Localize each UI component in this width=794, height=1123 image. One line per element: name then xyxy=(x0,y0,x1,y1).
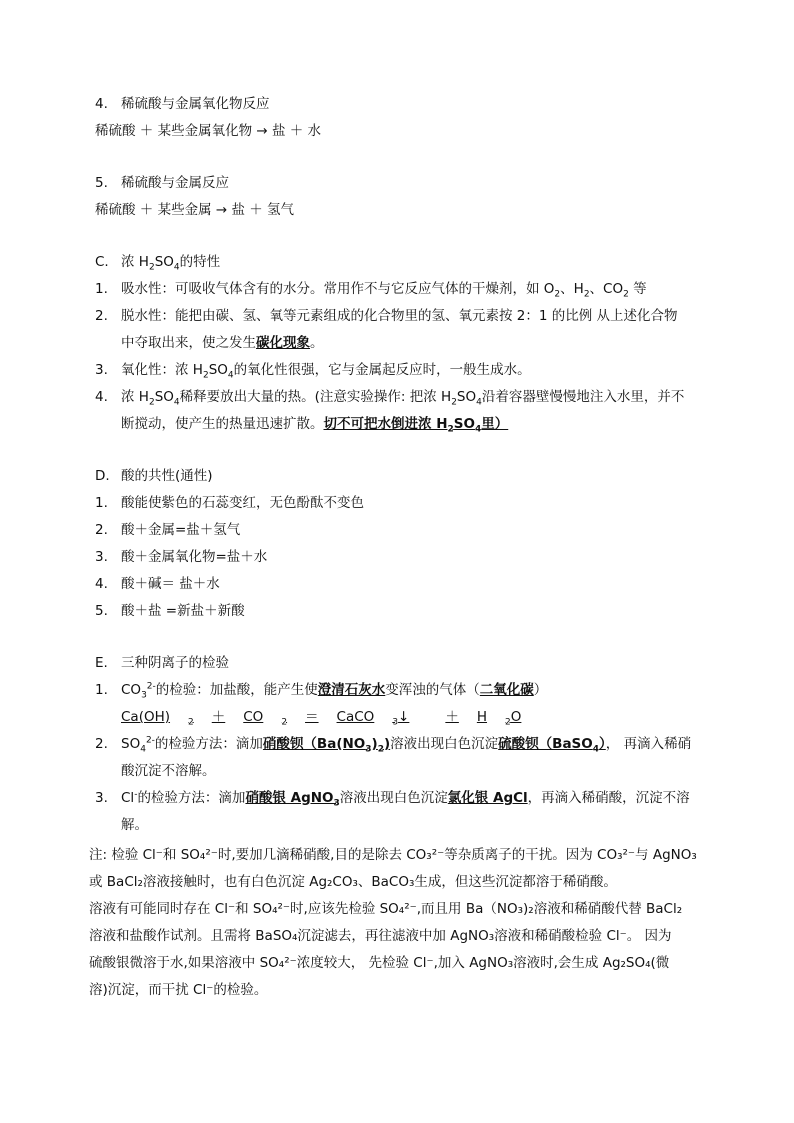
sec4-equation: 稀硫酸 ＋ 某些金属氧化物 → 盐 ＋ 水 xyxy=(95,123,322,139)
secE-item-3: 3. Cl-的检验方法：滴加硝酸银 AgNO$_3$溶液出现白色沉淀氯化银 AgCl，再滴入稀硝酸，沉淀不溶 xyxy=(95,789,690,809)
secC-title: C. 浓 $H_2SO_4$的特性 xyxy=(95,254,221,273)
secD-title: D. 酸的共性(通性) xyxy=(95,468,213,484)
secC-item-4: 4. 浓 $H_2SO_4$稀释要放出大量的热。(注意实验操作: 把浓 $H_2SO_4$沿着容器壁慢慢地注入水里，并不 xyxy=(95,389,685,408)
secC-item-3: 3. 氧化性：浓 $H_2SO_4$的氧化性很强，它与金属起反应时，一般生成水。 xyxy=(95,362,531,381)
secC-item-2: 2. 脱水性：能把由碳、氢、氧等元素组成的化合物里的氢、氧元素按 2：1 的比例 从上述化合物 xyxy=(95,308,678,324)
secE-item-2: 2. $SO_4^{2-}$的检验方法：滴加硝酸钡$(Ba(NO_3)_2)$溶液出现白色沉淀硫酸钡（BaSO$_4$）， 再滴入稀硝 xyxy=(95,735,692,755)
secD-item-2: 2. 酸＋金属=盐＋氢气 xyxy=(95,522,241,538)
note-line-3: 溶液有可能同时存在 Cl⁻和 SO₄²⁻时,应该先检验 SO₄²⁻,而且用 Ba（NO₃)₂溶液和稀硝酸代替 BaCl₂ xyxy=(89,901,683,917)
secE-item-3-cont: 解。 xyxy=(121,817,148,833)
note-line-1: 注: 检验 Cl⁻和 SO₄²⁻时,要加几滴稀硝酸,目的是除去 CO₃²⁻等杂质离子的干扰。因为 CO₃²⁻与 AgNO₃ xyxy=(89,847,697,863)
secD-item-5: 5. 酸＋盐 =新盐＋新酸 xyxy=(95,603,245,619)
note-line-2: 或 BaCl₂溶液接触时，也有白色沉淀 Ag₂CO₃、BaCO₃生成，但这些沉淀都溶于稀硝酸。 xyxy=(89,874,617,890)
secD-item-1: 1. 酸能使紫色的石蕊变红，无色酚酞不变色 xyxy=(95,495,364,511)
note-line-4: 溶液和盐酸作试剂。且需将 BaSO₄沉淀滤去，再往滤液中加 AgNO₃溶液和稀硝酸检验 Cl⁻。 因为 xyxy=(89,928,672,944)
secC-item-1: 1. 吸水性：可吸收气体含有的水分。常用作不与它反应气体的干燥剂，如 $O_2$、$H_2$、$CO_2$ 等 xyxy=(95,281,647,300)
sec5-equation: 稀硫酸 ＋ 某些金属 → 盐 ＋ 氢气 xyxy=(95,202,295,218)
sec5-title: 5. 稀硫酸与金属反应 xyxy=(95,175,229,191)
secE-item-1: 1. $CO_3^{2-}$的检验：加盐酸，能产生使澄清石灰水变浑浊的气体（二氧化碳） xyxy=(95,681,548,701)
secD-item-4: 4. 酸＋碱＝ 盐＋水 xyxy=(95,576,220,592)
secD-item-3: 3. 酸＋金属氧化物=盐＋水 xyxy=(95,549,268,565)
secE-equation-1: Ca(OH) $_2$ ＋ CO $_2$ ＝ CaCO $_3$↓ ＋ H $_2$O xyxy=(121,709,522,728)
secC-item-4-cont: 断搅动，使产生的热量迅速扩散。切不可把水倒进浓 $H_2SO_4$里） xyxy=(121,416,509,435)
secC-item-2-cont: 中夺取出来，使之发生碳化现象。 xyxy=(121,335,324,351)
secE-title: E. 三种阴离子的检验 xyxy=(95,655,229,671)
secE-item-2-cont: 酸沉淀不溶解。 xyxy=(121,763,216,779)
sec4-title: 4. 稀硫酸与金属氧化物反应 xyxy=(95,96,270,112)
note-line-6: 溶)沉淀，而干扰 Cl⁻的检验。 xyxy=(89,982,268,998)
note-line-5: 硫酸银微溶于水,如果溶液中 SO₄²⁻浓度较大， 先检验 Cl⁻,加入 AgNO₃溶液时,会生成 Ag₂SO₄(微 xyxy=(89,955,670,971)
